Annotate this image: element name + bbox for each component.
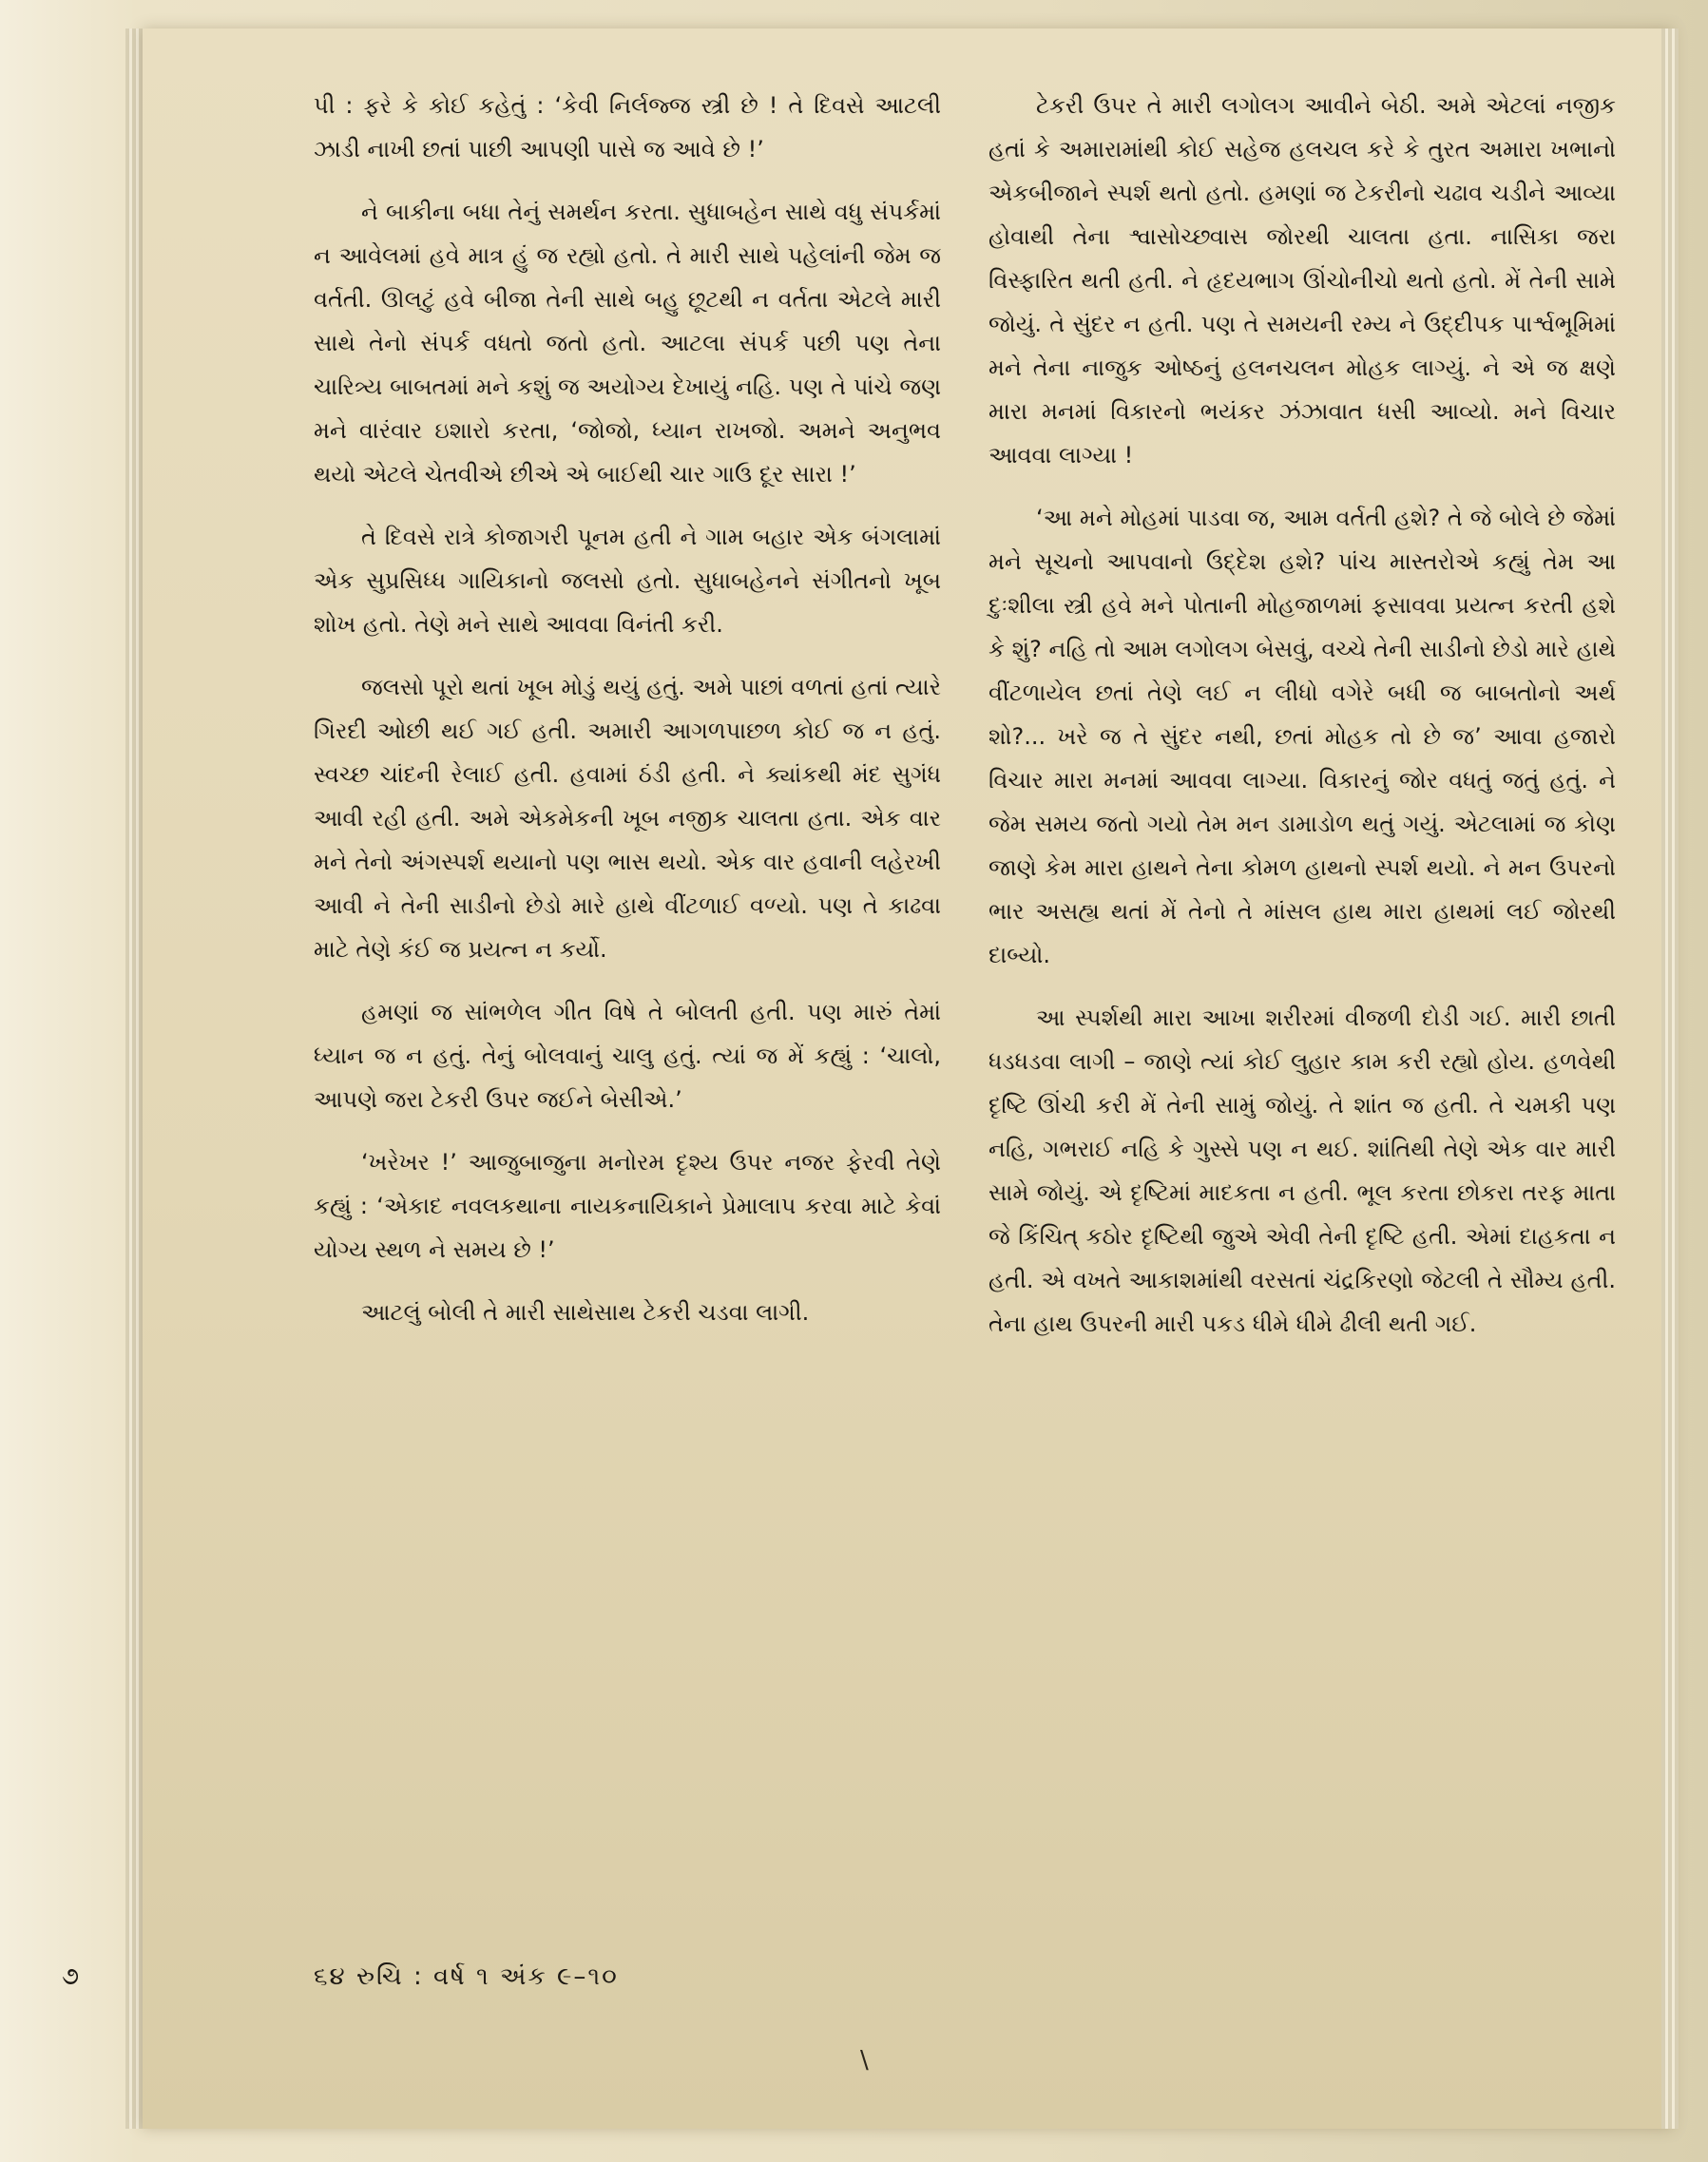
right-paragraph-1: ટેકરી ઉપર તે મારી લગોલગ આવીને બેઠી. અમે એટલાં નજીક હતાં કે અમારામાંથી કોઈ સહેજ હલચલ કરે કે તુરત અમારા ખભાનો એકબીજાને સ્પર્શ થતો હતો. હમણાં જ ટેકરીનો ચઢાવ ચડીને આવ્યા હોવાથી તેના શ્વાસોચ્છ્વાસ જોરથી ચાલતા હતા. નાસિકા જરા વિસ્ફારિત થતી હતી. ને હૃદયભાગ ઊંચોનીચો થતો હતો. મેં તેની સામે જોયું. તે સુંદર ન હતી. પણ તે સમયની રમ્ય ને ઉદ્દીપક પાર્શ્વભૂમિમાં મને તેના નાજુક ઓષ્ઠનું હલનચલન મોહક લાગ્યું. ને એ જ ક્ષણે મારા મનમાં વિકારનો ભયંકર ઝંઝાવાત ધસી આવ્યો. મને વિચાર આવવા લાગ્યા ! (988, 92, 1616, 469)
print-speck: \ (860, 2046, 869, 2075)
right-text-column (988, 84, 1616, 1365)
left-paragraph-4: જલસો પૂરો થતાં ખૂબ મોડું થયું હતું. અમે પાછાં વળતાં હતાં ત્યારે ગિરદી ઓછી થઈ ગઈ હતી. અમારી આગળપાછળ કોઈ જ ન હતું. સ્વચ્છ ચાંદની રેલાઈ હતી. હવામાં ઠંડી હતી. ને ક્યાંકથી મંદ સુગંધ આવી રહી હતી. અમે એકમેકની ખૂબ નજીક ચાલતા હતા. એક વાર મને તેનો અંગસ્પર્શ થયાનો પણ ભાસ થયો. એક વાર હવાની લહેરખી આવી ને તેની સાડીનો છેડો મારે હાથે વીંટળાઈ વળ્યો. પણ તે કાઢવા માટે તેણે કંઈ જ પ્રયત્ન ન કર્યો. (314, 674, 941, 963)
right-paragraph-3: આ સ્પર્શથી મારા આખા શરીરમાં વીજળી દોડી ગઈ. મારી છાતી ધડધડવા લાગી – જાણે ત્યાં કોઈ લુહાર કામ કરી રહ્યો હોય. હળવેથી દૃષ્ટિ ઊંચી કરી મેં તેની સામું જોયું. તે શાંત જ હતી. તે ચમકી પણ નહિ, ગભરાઈ નહિ કે ગુસ્સે પણ ન થઈ. શાંતિથી તેણે એક વાર મારી સામે જોયું. એ દૃષ્ટિમાં માદકતા ન હતી. ભૂલ કરતા છોકરા તરફ માતા જે કિંચિત્ કઠોર દૃષ્ટિથી જુએ એવી તેની દૃષ્ટિ હતી. એમાં દાહકતા ન હતી. એ વખતે આકાશમાંથી વરસતાં ચંદ્રકિરણો જેટલી તે સૌમ્ય હતી. તેના હાથ ઉપરની મારી પકડ ધીમે ધીમે ઢીલી થતી ગઈ. (988, 1004, 1616, 1337)
left-paragraph-5: હમણાં જ સાંભળેલ ગીત વિષે તે બોલતી હતી. પણ મારું તેમાં ધ્યાન જ ન હતું. તેનું બોલવાનું ચાલુ હતું. ત્યાં જ મેં કહ્યું : ‘ચાલો, આપણે જરા ટેકરી ઉપર જઈને બેસીએ.’ (314, 999, 941, 1113)
left-paragraph-7: આટલું બોલી તે મારી સાથેસાથ ટેકરી ચડવા લાગી. (361, 1299, 810, 1326)
stacked-page-edges-right (1661, 29, 1679, 2129)
left-paragraph-3: તે દિવસે રાત્રે કોજાગરી પૂનમ હતી ને ગામ બહાર એક બંગલામાં એક સુપ્રસિધ્ધ ગાયિકાનો જલસો હતો. સુધાબહેનને સંગીતનો ખૂબ શોખ હતો. તેણે મને સાથે આવવા વિનંતી કરી. (314, 524, 941, 638)
left-paragraph-2: ને બાકીના બધા તેનું સમર્થન કરતા. સુધાબહેન સાથે વધુ સંપર્કમાં ન આવેલમાં હવે માત્ર હું જ રહ્યો હતો. તે મારી સાથે પહેલાંની જેમ જ વર્તતી. ઊલટું હવે બીજા તેની સાથે બહુ છૂટથી ન વર્તતા એટલે મારી સાથે તેનો સંપર્ક વધતો જતો હતો. આટલા સંપર્ક પછી પણ તેના ચારિત્ર્ય બાબતમાં મને કશું જ અયોગ્ય દેખાયું નહિ. પણ તે પાંચે જણ મને વારંવાર ઇશારો કરતા, ‘જોજો, ધ્યાન રાખજો. અમને અનુભવ થયો એટલે ચેતવીએ છીએ એ બાઈથી ચાર ગાઉ દૂર સારા !’ (314, 199, 941, 488)
left-paragraph-6: ‘ખરેખર !’ આજુબાજુના મનોરમ દૃશ્ય ઉપર નજર ફેરવી તેણે કહ્યું : ‘એકાદ નવલકથાના નાયકનાયિકાને પ્રેમાલાપ કરવા માટે કેવાં યોગ્ય સ્થળ ને સમય છે !’ (314, 1149, 941, 1263)
right-paragraph-2: ‘આ મને મોહમાં પાડવા જ, આમ વર્તતી હશે? તે જે બોલે છે જેમાં મને સૂચનો આપવાનો ઉદ્દેશ હશે? પાંચ માસ્તરોએ કહ્યું તેમ આ દુઃશીલા સ્ત્રી હવે મને પોતાની મોહજાળમાં ફસાવવા પ્રયત્ન કરતી હશે કે શું? નહિ તો આમ લગોલગ બેસવું, વચ્ચે તેની સાડીનો છેડો મારે હાથે વીંટળાયેલ છતાં તેણે લઈ ન લીધો વગેરે બધી જ બાબતોનો અર્થ શો?... ખરે જ તે સુંદર નથી, છતાં મોહક તો છે જ’ આવા હજારો વિચાર મારા મનમાં આવવા લાગ્યા. વિકારનું જોર વધતું જતું હતું. ને જેમ સમય જતો ગયો તેમ મન ડામાડોળ થતું ગયું. એટલામાં જ કોણ જાણે કેમ મારા હાથને તેના કોમળ હાથનો સ્પર્શ થયો. ને મન ઉપરનો ભાર અસહ્ય થતાં મેં તેનો તે માંસલ હાથ મારા હાથમાં લઈ જોરથી દાબ્યો. (988, 505, 1616, 968)
left-text-column (314, 84, 941, 1353)
left-paragraph-1: પી : ફરે કે કોઈ કહેતું : ‘કેવી નિર્લજ્જ સ્ત્રી છે ! તે દિવસે આટલી ઝાડી નાખી છતાં પાછી આપણી પાસે જ આવે છે !’ (314, 92, 941, 163)
folio-number: ૭ (62, 1962, 80, 1991)
running-head: ૬૪ રુચિ : વર્ષ ૧ અંક ૯–૧૦ (314, 1962, 619, 1991)
